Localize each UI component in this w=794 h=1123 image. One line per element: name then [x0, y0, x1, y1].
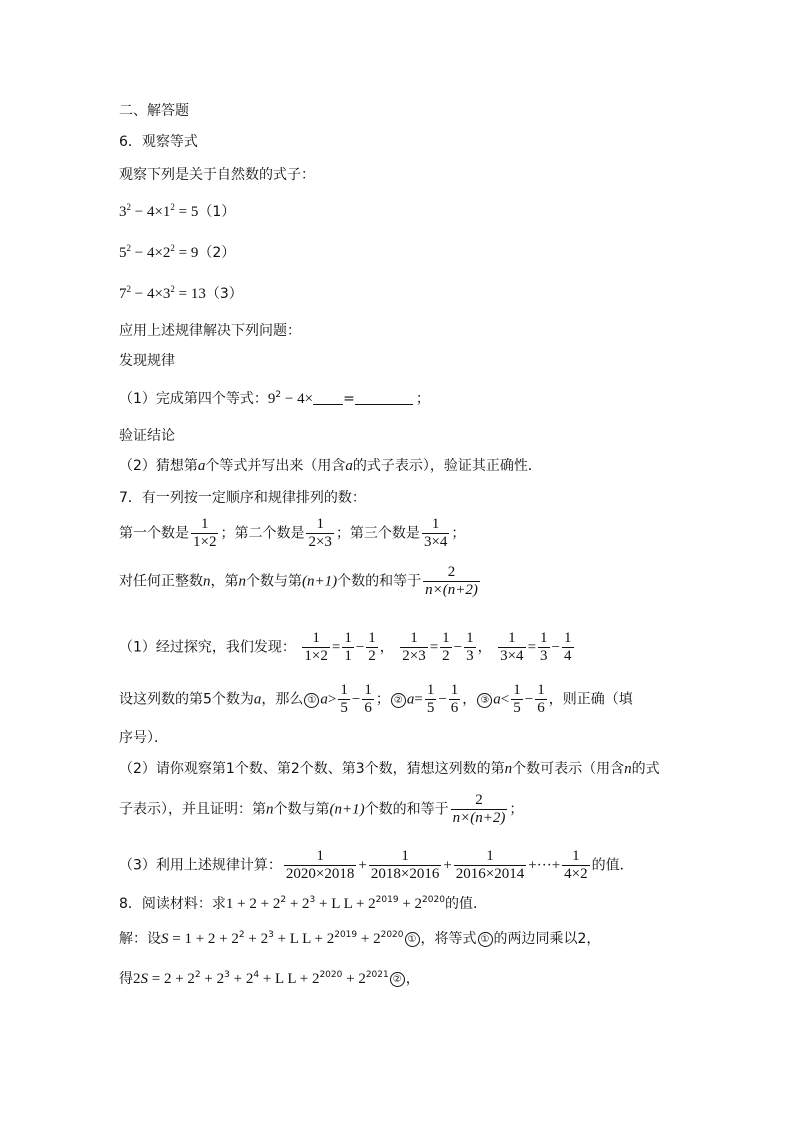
eq-exponent: 2 — [194, 970, 201, 980]
fraction — [562, 848, 589, 883]
label-2-marker: ② — [390, 972, 405, 987]
fraction — [464, 630, 476, 665]
text: （2）请你观察第1个数、第2个数、第3个数，猜想这列数的第 — [119, 761, 505, 777]
eq-exponent: 3 — [268, 930, 274, 940]
variable-a: a — [197, 458, 206, 474]
fraction — [306, 516, 333, 551]
denominator: 6 — [364, 700, 372, 716]
text: 对任何正整数 — [119, 573, 203, 590]
text: ，那么 — [261, 691, 304, 708]
variable-a: a — [320, 691, 328, 708]
expr: = 2 + 2 — [148, 971, 195, 987]
part-label: （1）完成第四个等式： — [119, 391, 268, 407]
numerator: 1 — [422, 516, 449, 534]
text: （3）利用上述规律计算： — [119, 857, 282, 874]
numerator: 1 — [400, 630, 427, 648]
eq-exponent: 2021 — [365, 970, 389, 980]
q7-part1 — [119, 630, 576, 665]
eq-sign: = — [414, 691, 423, 708]
numerator: 1 — [306, 516, 333, 534]
denominator: 5 — [340, 700, 348, 716]
denominator: 2020×2018 — [285, 866, 355, 882]
eq-term: − 4× — [281, 391, 314, 407]
eq-exponent: 2 — [126, 202, 131, 212]
expr: + 2 — [200, 971, 225, 987]
numerator: 1 — [537, 682, 545, 698]
plus-sign: + — [358, 857, 367, 874]
eq-rhs: = 5 — [174, 204, 199, 220]
text: 8．阅读材料：求 — [119, 896, 226, 912]
q7-first-three — [119, 516, 465, 551]
q6-apply: 应用上述规律解决下列问题： — [119, 323, 301, 339]
expr: + 2 — [244, 931, 269, 947]
fraction — [511, 682, 523, 717]
fraction — [366, 630, 378, 665]
denominator: 2 — [442, 648, 450, 664]
eq-rhs: = 13 — [174, 286, 206, 302]
text: （2）猜想第 — [119, 458, 198, 474]
ellipsis-plus: +···+ — [528, 857, 561, 874]
expr: 1 + 2 + 2 — [225, 896, 281, 912]
fraction — [449, 682, 461, 717]
semicolon: ； — [375, 691, 390, 708]
text: 的值． — [591, 857, 634, 874]
q6-discover: 发现规律 — [119, 353, 175, 369]
denominator: 6 — [450, 700, 459, 716]
denominator: 3×4 — [423, 534, 448, 550]
fraction — [535, 682, 547, 717]
text: （1）经过探究，我们发现： — [119, 639, 296, 656]
variable-s: S — [140, 971, 148, 987]
text: 个等式并写出来（用含 — [205, 458, 346, 474]
q6-part2 — [119, 457, 542, 475]
q7-fill-end: 序号）． — [119, 730, 168, 746]
numerator: 1 — [191, 516, 218, 534]
eq-sign: = — [343, 391, 355, 407]
numerator: 2 — [451, 792, 508, 810]
minus-sign: − — [351, 691, 361, 708]
text: ，则正确（填 — [548, 691, 633, 708]
eq-exponent: 2 — [170, 284, 175, 294]
eq-exponent: 2 — [275, 390, 282, 400]
q6-intro: 观察下列是关于自然数的式子： — [119, 167, 315, 183]
text: 得 — [119, 971, 133, 987]
numerator: 1 — [454, 848, 526, 866]
q7-any-n — [119, 564, 482, 599]
variable-s: S — [161, 931, 169, 947]
lt-sign: < — [500, 691, 510, 708]
fraction — [342, 630, 354, 665]
fraction — [362, 682, 374, 717]
q7-options — [119, 682, 633, 717]
numerator: 1 — [513, 682, 521, 698]
numerator: 1 — [369, 848, 441, 866]
option-3-marker: ③ — [477, 693, 492, 708]
expr-n-plus-1: (n+1) — [329, 801, 365, 818]
numerator: 1 — [302, 630, 329, 648]
variable-n: n — [203, 573, 211, 590]
numerator: 1 — [442, 630, 450, 646]
eq-exponent: 2019 — [334, 930, 358, 940]
q7-part3 — [119, 848, 634, 883]
semicolon: ； — [451, 525, 466, 542]
fraction — [284, 848, 356, 883]
q6-equation-3 — [119, 285, 243, 303]
eq-term: 7 — [119, 286, 127, 302]
text: 个数与第 — [273, 801, 330, 818]
eq-exponent: 2020 — [380, 930, 404, 940]
text: 设这列数的第5个数为 — [119, 691, 254, 708]
numerator: 1 — [540, 630, 548, 646]
text: ；第三个数是 — [335, 525, 420, 542]
variable-a: a — [406, 691, 415, 708]
variable-n: n — [266, 801, 274, 818]
expr: 2 — [133, 971, 141, 987]
plus-sign: + — [443, 857, 452, 874]
text: ；第二个数是 — [220, 525, 305, 542]
eq-rhs: = 9 — [174, 245, 199, 261]
fraction — [302, 630, 329, 665]
eq-exponent: 3 — [309, 895, 316, 905]
numerator: 2 — [423, 564, 480, 582]
eq-sign: = — [331, 639, 341, 656]
denominator: 4 — [564, 648, 572, 664]
fraction — [422, 516, 449, 551]
q6-number: 6． — [119, 134, 142, 150]
eq-exponent: 2 — [126, 243, 131, 253]
text: 个数的和等于 — [337, 573, 422, 590]
eq-exponent: 2 — [280, 895, 287, 905]
fraction — [423, 564, 480, 599]
eq-term: − 4×1 — [131, 204, 171, 220]
numerator: 1 — [466, 630, 474, 646]
text: ，第 — [210, 573, 239, 590]
q6-heading — [119, 133, 198, 151]
fraction — [498, 630, 525, 665]
denominator: 2016×2014 — [455, 866, 525, 882]
text: 子表示），并且证明：第 — [119, 801, 266, 818]
q6-part1 — [119, 390, 430, 408]
text: 的式 — [631, 761, 660, 777]
variable-a: a — [253, 691, 262, 708]
fraction — [369, 848, 441, 883]
eq-exponent: 4 — [253, 970, 260, 980]
comma: ， — [477, 639, 492, 656]
eq-exponent: 2019 — [375, 895, 399, 905]
fraction — [538, 630, 550, 665]
q7-part2-line2 — [119, 792, 523, 827]
eq-sign: = — [429, 639, 439, 656]
label-1-marker: ① — [478, 932, 493, 947]
denominator: 1×2 — [193, 534, 217, 550]
eq-exponent: 2020 — [319, 970, 343, 980]
denominator: 4×2 — [564, 866, 588, 882]
fraction — [425, 682, 437, 717]
variable-a: a — [345, 458, 353, 474]
numerator: 1 — [562, 848, 589, 866]
numerator: 1 — [284, 848, 356, 866]
q8-solution-line2 — [119, 970, 420, 988]
q6-equation-1 — [119, 203, 235, 221]
text: 个数的和等于 — [364, 801, 449, 818]
minus-sign: − — [524, 691, 534, 708]
expr: + 2 — [229, 971, 254, 987]
denominator: 6 — [537, 700, 545, 716]
eq-exponent: 2 — [170, 243, 175, 253]
eq-tag: （1） — [198, 204, 236, 220]
eq-term: − 4×2 — [131, 245, 171, 261]
expr: + 2 — [357, 931, 381, 947]
expr: + 2 — [286, 896, 310, 912]
denominator: 2×3 — [402, 648, 426, 664]
minus-sign: − — [453, 639, 463, 656]
variable-a: a — [493, 691, 501, 708]
text: 个数与第 — [246, 573, 302, 590]
fraction — [451, 792, 508, 827]
minus-sign: − — [438, 691, 447, 708]
eq-sign: = — [527, 639, 537, 656]
option-2-marker: ② — [391, 693, 406, 708]
eq-exponent: 2020 — [422, 895, 445, 905]
q8-heading — [119, 895, 487, 913]
denominator: n×(n+2) — [452, 810, 506, 826]
comma: ， — [379, 639, 394, 656]
expr: + 2 — [398, 896, 423, 912]
numerator: 1 — [344, 630, 352, 646]
numerator: 1 — [364, 682, 372, 698]
denominator: 5 — [513, 700, 521, 716]
eq-exponent: 2 — [170, 202, 175, 212]
text: 个数可表示（用含 — [512, 761, 625, 777]
fraction — [191, 516, 218, 551]
eq-term: − 4×3 — [131, 286, 171, 302]
variable-n: n — [504, 761, 513, 777]
answer-blank-2[interactable] — [355, 390, 413, 405]
expr: + L L + 2 — [315, 896, 376, 912]
expr: + 2 — [342, 971, 366, 987]
numerator: 1 — [426, 682, 435, 698]
denominator: 1 — [344, 648, 352, 664]
denominator: 3 — [466, 648, 474, 664]
q6-title: 观察等式 — [141, 134, 198, 150]
eq-exponent: 2 — [238, 930, 245, 940]
comma: ， — [405, 971, 420, 987]
text: 的两边同乘以2， — [493, 931, 601, 947]
denominator: 5 — [426, 700, 435, 716]
variable-n: n — [238, 573, 246, 590]
eq-tag: （3） — [205, 286, 243, 302]
text: 第一个数是 — [119, 525, 189, 542]
label-1-marker: ① — [405, 932, 420, 947]
eq-term: 9 — [267, 391, 276, 407]
gt-sign: > — [327, 691, 337, 708]
fraction — [562, 630, 574, 665]
variable-n: n — [624, 761, 632, 777]
denominator: 2×3 — [308, 534, 332, 550]
fraction — [440, 630, 452, 665]
q7-heading: 7．有一列按一定顺序和规律排列的数： — [119, 490, 366, 506]
numerator: 1 — [340, 682, 348, 698]
denominator: 2 — [368, 648, 376, 664]
fraction — [400, 630, 427, 665]
q7-part2-line1 — [119, 760, 660, 778]
q6-verify: 验证结论 — [119, 428, 175, 444]
numerator: 1 — [450, 682, 459, 698]
minus-sign: − — [551, 639, 560, 656]
comma: ， — [462, 691, 477, 708]
eq-exponent: 2 — [126, 284, 131, 294]
text: 的式子表示），验证其正确性． — [352, 458, 542, 474]
denominator: 2018×2016 — [370, 866, 440, 882]
q6-equation-2 — [119, 244, 235, 262]
semicolon: ； — [415, 391, 430, 407]
expr-n-plus-1: (n+1) — [302, 573, 338, 590]
q8-solution-line1 — [119, 930, 600, 948]
denominator: 3 — [540, 648, 548, 664]
text: 的值． — [444, 896, 487, 912]
denominator: n×(n+2) — [425, 582, 478, 598]
numerator: 1 — [564, 630, 572, 646]
section-title: 二、解答题 — [119, 103, 189, 119]
fraction — [338, 682, 350, 717]
text: 解：设 — [119, 931, 161, 947]
semicolon: ； — [509, 801, 524, 818]
eq-term: 3 — [119, 204, 127, 220]
eq-tag: （2） — [198, 245, 236, 261]
denominator: 1×2 — [304, 648, 328, 664]
text: ，将等式 — [420, 931, 477, 947]
denominator: 3×4 — [500, 648, 524, 664]
option-1-marker: ① — [304, 693, 319, 708]
eq-exponent: 3 — [224, 970, 230, 980]
fraction — [454, 848, 526, 883]
eq-term: 5 — [119, 245, 127, 261]
minus-sign: − — [355, 639, 365, 656]
answer-blank-1[interactable] — [313, 390, 343, 405]
expr: = 1 + 2 + 2 — [168, 931, 239, 947]
expr: + L L + 2 — [273, 931, 335, 947]
numerator: 1 — [498, 630, 525, 648]
expr: + L L + 2 — [259, 971, 320, 987]
numerator: 1 — [368, 630, 376, 646]
